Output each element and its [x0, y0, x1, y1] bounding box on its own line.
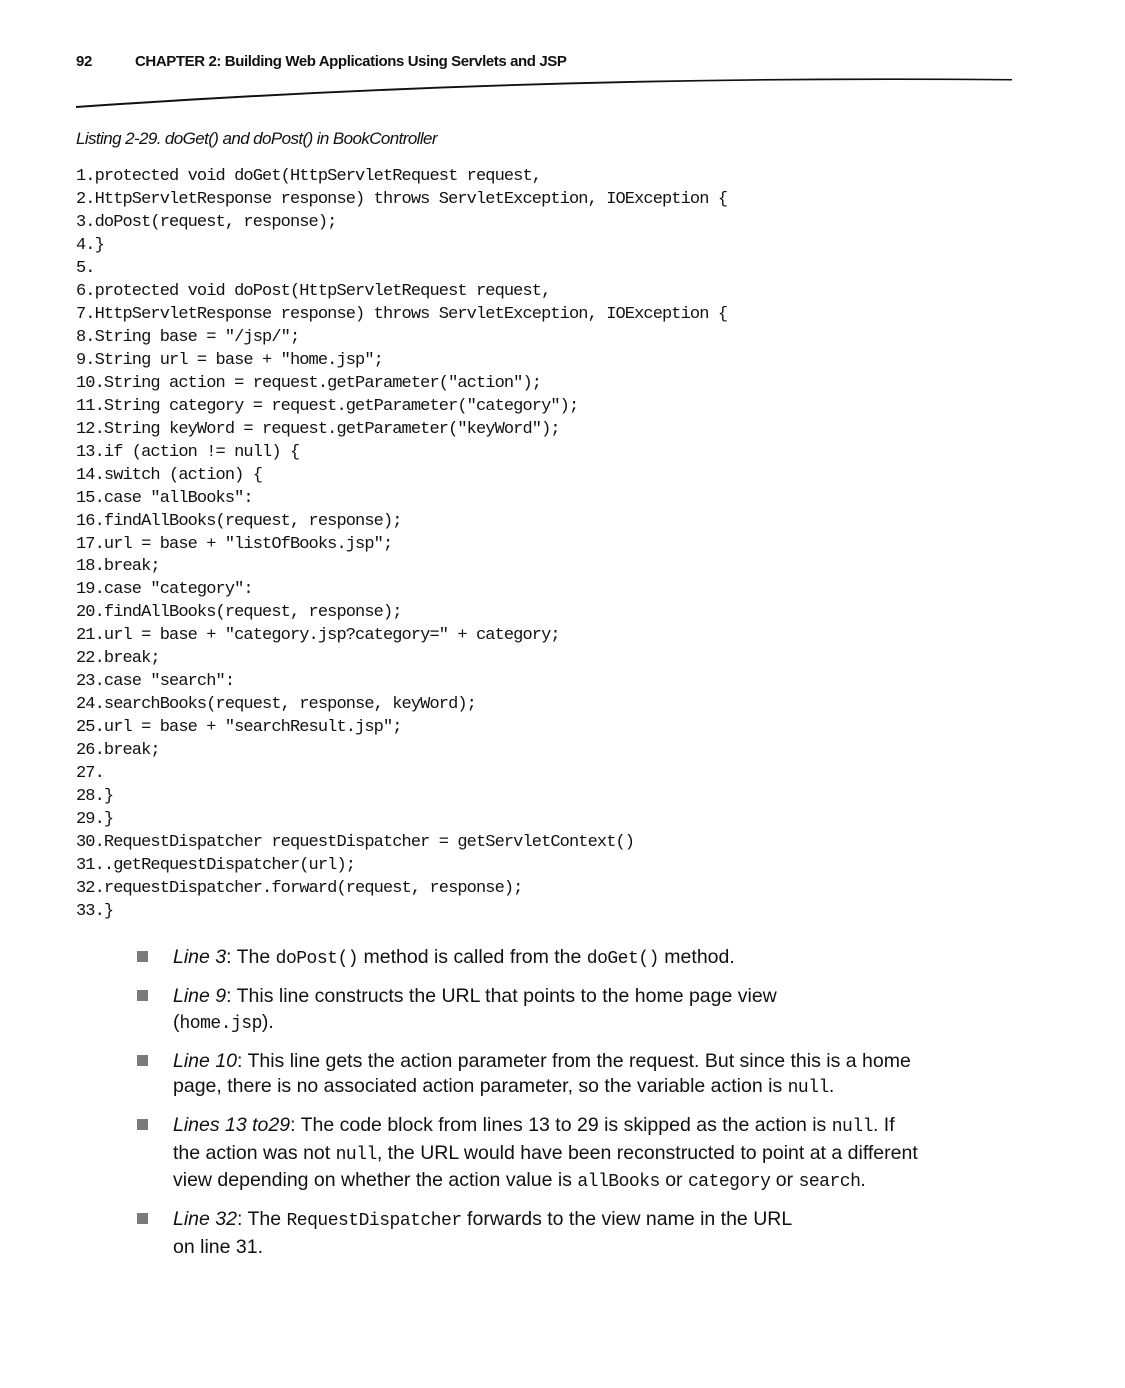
code-line: 1.protected void doGet(HttpServletRequest request,: [76, 167, 542, 186]
bullet-text: : The: [226, 946, 276, 968]
inline-code: home.jsp: [179, 1013, 262, 1034]
inline-code: search: [798, 1172, 861, 1192]
bullet-text: or: [770, 1169, 799, 1191]
code-line: 32.requestDispatcher.forward(request, response);: [76, 879, 523, 899]
bullet-text: : This line constructs the URL that points to the home page view: [226, 985, 777, 1007]
code-line: 27.: [76, 764, 104, 784]
code-line: 12.String keyWord = request.getParameter("keyWord");: [76, 419, 560, 439]
square-bullet-icon: [137, 1119, 148, 1130]
bullet-text: : This line gets the action parameter from the request. But since this is a home page, there is no associated action parameter, so the variable action is: [173, 1049, 911, 1097]
running-head: CHAPTER 2: Building Web Applications Using Servlets and JSP: [135, 53, 567, 70]
listing-caption: Listing 2-29. doGet() and doPost() in BookController: [76, 129, 437, 148]
bullet-text: method is called from the: [358, 946, 587, 968]
bullet-label: Line 32: [173, 1208, 237, 1230]
bullet-label: Line 10: [173, 1049, 237, 1072]
code-line: 17.url = base + "listOfBooks.jsp";: [76, 534, 393, 554]
code-line: 18.break;: [76, 557, 160, 577]
code-line: 24.searchBooks(request, response, keyWord);: [76, 695, 476, 715]
bullet-text: or: [659, 1169, 688, 1191]
bullet-label: Line 3: [173, 946, 227, 968]
square-bullet-icon: [137, 990, 148, 1001]
inline-code: allBooks: [577, 1172, 660, 1192]
bullet-label: Line 9: [173, 985, 227, 1007]
code-line: 26.break;: [76, 741, 160, 761]
bullet-text: ).: [261, 1010, 274, 1033]
code-line: 4.}: [76, 235, 104, 255]
bullet-text: forwards to the view name in the URL: [461, 1208, 793, 1230]
bullet-text: .: [860, 1169, 866, 1191]
code-line: 33.}: [76, 902, 114, 921]
bullet-item: [137, 945, 927, 973]
bullet-text: .: [828, 1075, 835, 1097]
inline-code: doPost(): [275, 949, 359, 969]
code-line: 10.String action = request.getParameter("action");: [76, 373, 542, 393]
code-line: 13.if (action != null) {: [76, 442, 300, 462]
code-line: 5.: [76, 258, 95, 278]
inline-code: null: [335, 1144, 377, 1165]
code-line: 16.findAllBooks(request, response);: [76, 511, 402, 531]
code-line: 21.url = base + "category.jsp?category=" + category;: [76, 626, 560, 646]
code-line: 7.HttpServletResponse response) throws ServletException, IOException {: [76, 304, 728, 324]
bullet-text: , the URL would have been reconstructed to point at a different view depending on whether the action value is: [173, 1141, 918, 1191]
code-line: 15.case "allBooks":: [76, 488, 253, 508]
square-bullet-icon: [137, 1213, 148, 1224]
bullet-text: : The: [236, 1208, 287, 1230]
code-line: 6.protected void doPost(HttpServletRequest request,: [76, 281, 551, 301]
bullet-text: (: [173, 1010, 180, 1033]
inline-code: null: [787, 1078, 829, 1098]
code-line: 28.}: [76, 787, 114, 807]
code-line: 9.String url = base + "home.jsp";: [76, 350, 383, 370]
code-line: 3.doPost(request, response);: [76, 212, 337, 232]
page-header: [0, 0, 1125, 120]
bullet-item: [137, 1049, 927, 1102]
code-line: 23.case "search":: [76, 672, 235, 692]
inline-code: RequestDispatcher: [286, 1211, 462, 1231]
inline-code: doGet(): [586, 949, 659, 969]
bullet-text: : The code block from lines 13 to 29 is skipped as the action is: [290, 1114, 832, 1136]
inline-code: null: [831, 1117, 873, 1137]
bullet-item: [137, 1113, 927, 1196]
code-line: 25.url = base + "searchResult.jsp";: [76, 718, 402, 738]
code-line: 20.findAllBooks(request, response);: [76, 603, 402, 623]
code-line: 22.break;: [76, 649, 160, 669]
bullet-item: [137, 1207, 927, 1260]
bullet-text: . If the action was not: [173, 1114, 895, 1164]
code-line: 8.String base = "/jsp/";: [76, 327, 300, 347]
bullet-label: Lines 13 to29: [173, 1114, 291, 1136]
page-number: 92: [76, 53, 93, 70]
code-line: 19.case "category":: [76, 580, 253, 600]
code-line: 31..getRequestDispatcher(url);: [76, 856, 356, 876]
code-line: 30.RequestDispatcher requestDispatcher = getServletContext(): [76, 833, 635, 853]
code-line: 11.String category = request.getParameter("category");: [76, 396, 579, 416]
bullet-text: on line 31.: [173, 1235, 263, 1258]
explanation-list: [137, 945, 927, 1272]
square-bullet-icon: [137, 1055, 148, 1066]
code-line: 2.HttpServletResponse response) throws ServletException, IOException {: [76, 189, 728, 209]
bullet-item: [137, 984, 927, 1037]
code-line: 29.}: [76, 810, 114, 830]
square-bullet-icon: [137, 951, 148, 962]
bullet-text: method.: [658, 946, 735, 968]
header-rule: [0, 0, 1125, 120]
code-listing: [76, 166, 727, 924]
code-line: 14.switch (action) {: [76, 465, 263, 485]
inline-code: category: [687, 1172, 771, 1192]
